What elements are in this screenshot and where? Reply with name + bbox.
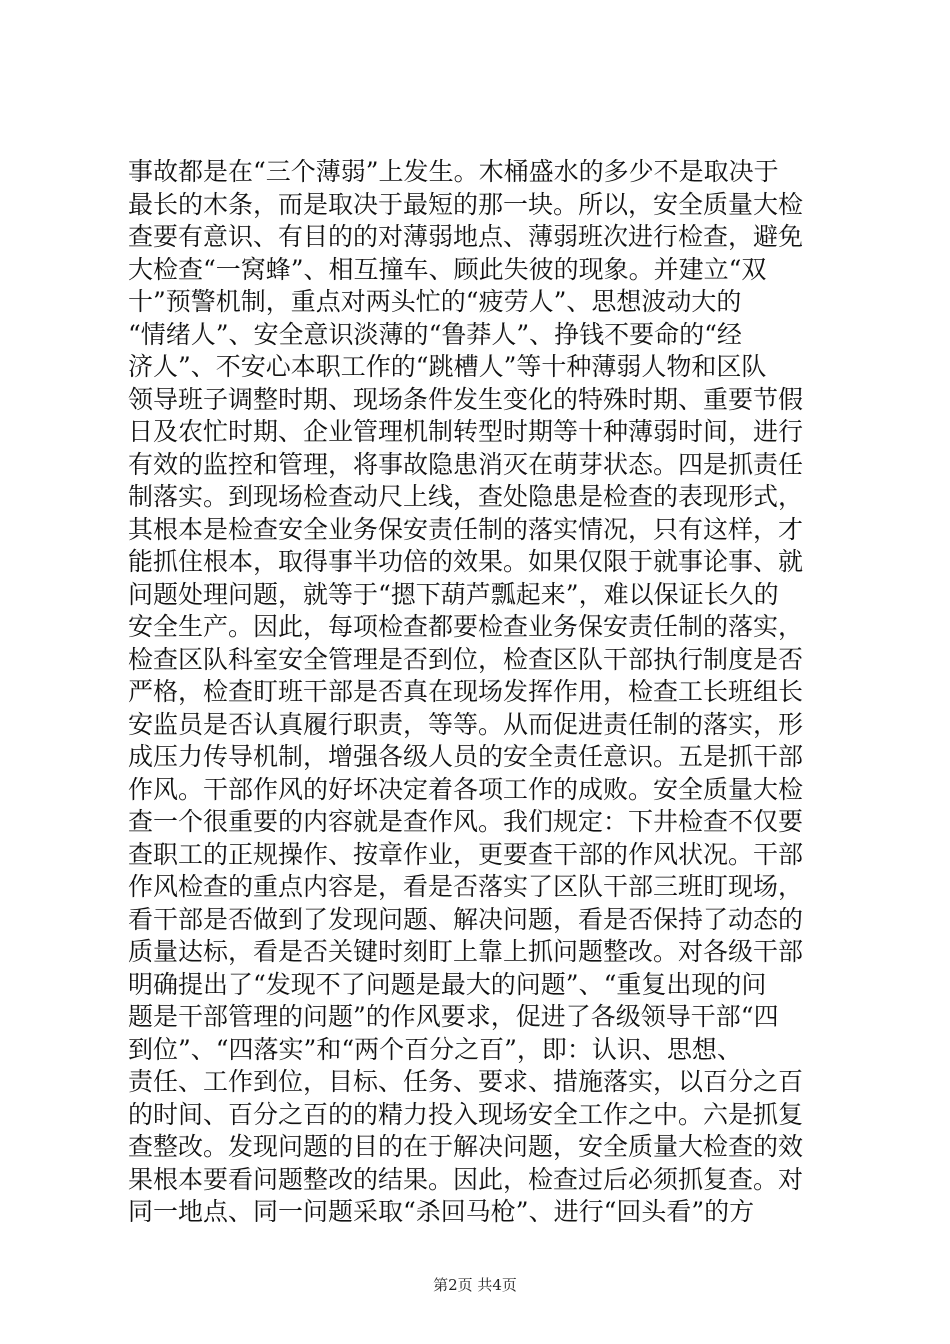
text-line: 到位”、“四落实”和“两个百分之百”，即：认识、思想、: [128, 1034, 742, 1064]
text-line: 的时间、百分之百的的精力投入现场安全工作之中。六是抓复: [128, 1099, 804, 1129]
text-line: 有效的监控和管理，将事故隐患消灭在萌芽状态。四是抓责任: [128, 449, 804, 479]
text-line: 日及农忙时期、企业管理机制转型时期等十种薄弱时间，进行: [128, 417, 804, 446]
text-line: 质量达标，看是否关键时刻盯上靠上抓问题整改。对各级干部: [128, 937, 804, 966]
text-line: 最长的木条，而是取决于最短的那一块。所以，安全质量大检: [128, 189, 804, 219]
text-line: 查整改。发现问题的目的在于解决问题，安全质量大检查的效: [128, 1132, 804, 1161]
text-line: 其根本是检查安全业务保安责任制的落实情况，只有这样，才: [128, 514, 804, 544]
text-line: 同一地点、同一问题采取“杀回马枪”、进行“回头看”的方: [128, 1197, 755, 1226]
text-line: 安监员是否认真履行职责，等等。从而促进责任制的落实，形: [128, 709, 804, 739]
text-line: 作风检查的重点内容是，看是否落实了区队干部三班盯现场，: [128, 872, 804, 901]
text-line: 成压力传导机制，增强各级人员的安全责任意识。五是抓干部: [128, 742, 804, 771]
text-line: 作风。干部作风的好坏决定着各项工作的成败。安全质量大检: [128, 774, 804, 804]
text-line: 十”预警机制，重点对两头忙的“疲劳人”、思想波动大的: [128, 287, 742, 316]
text-line: 大检查“一窝蜂”、相互撞车、顾此失彼的现象。并建立“双: [128, 254, 767, 284]
text-line: 查职工的正规操作、按章作业，更要查干部的作风状况。干部: [128, 839, 804, 869]
body-text: [128, 156, 838, 1229]
text-line: 问题处理问题，就等于“摁下葫芦瓢起来”，难以保证长久的: [128, 579, 779, 609]
text-line: 明确提出了“发现不了问题是最大的问题”、“重复出现的问: [128, 969, 767, 999]
text-line: 严格，检查盯班干部是否真在现场发挥作用，检查工长班组长: [128, 677, 804, 706]
text-line: “情绪人”、安全意识淡薄的“鲁莽人”、挣钱不要命的“经: [128, 319, 742, 349]
text-line: 查一个很重要的内容就是查作风。我们规定：下井检查不仅要: [128, 807, 804, 836]
text-line: 查要有意识、有目的的对薄弱地点、薄弱班次进行检查，避免: [128, 222, 804, 251]
text-line: 题是干部管理的问题”的作风要求，促进了各级领导干部“四: [128, 1002, 779, 1031]
text-line: 看干部是否做到了发现问题、解决问题，看是否保持了动态的: [128, 904, 804, 934]
text-line: 能抓住根本，取得事半功倍的效果。如果仅限于就事论事、就: [128, 547, 804, 576]
text-line: 检查区队科室安全管理是否到位，检查区队干部执行制度是否: [128, 644, 804, 674]
text-line: 事故都是在“三个薄弱”上发生。木桶盛水的多少不是取决于: [128, 157, 779, 186]
text-line: 济人”、不安心本职工作的“跳槽人”等十种薄弱人物和区队: [128, 352, 767, 381]
text-line: 安全生产。因此，每项检查都要检查业务保安责任制的落实，: [128, 612, 804, 641]
text-line: 制落实。到现场检查动尺上线，查处隐患是检查的表现形式，: [128, 482, 804, 511]
text-line: 责任、工作到位，目标、任务、要求、措施落实，以百分之百: [128, 1067, 804, 1096]
text-line: 果根本要看问题整改的结果。因此，检查过后必须抓复查。对: [128, 1164, 804, 1194]
page-footer: 第2页 共4页: [433, 1276, 517, 1294]
text-line: 领导班子调整时期、现场条件发生变化的特殊时期、重要节假: [128, 384, 804, 414]
